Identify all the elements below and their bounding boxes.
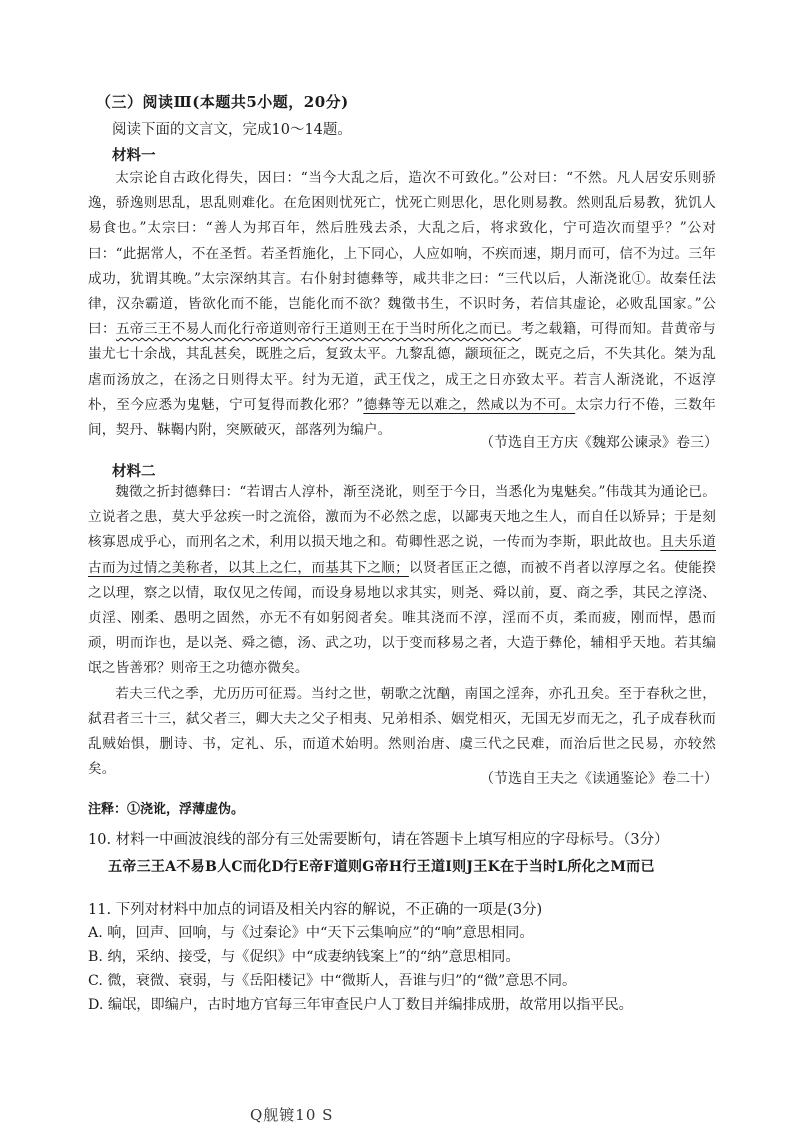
question-10-stem: 10. 材料一中画波浪线的部分有三处需要断句，请在答题卡上填写相应的字母标号。（3分） [88, 832, 669, 848]
section-title: （三）阅读Ⅲ(本题共5小题，20分) [96, 93, 349, 111]
material2-source: （节选自王夫之《读通鉴论》卷二十） [480, 771, 718, 787]
material1-underlined-sentence: 德彝等无以难之，然咸以为不可。 [363, 396, 576, 413]
question-11-option-a: A. 响，回声、回响，与《过秦论》中“天下云集响应”的“响”意思相同。 [88, 925, 534, 941]
material2-p1-seg1: 魏徵之折封德彝曰：“若谓古人淳朴，渐至浇讹，则至于今日，当悉化为鬼魅矣。”伟哉其为通论已。立说者之患，莫大乎忿疾一时之流俗，激而为不必然之虑，以鄙夷天地之生人，而自任以矫异；于是刻核寡恩成乎心，而刑名之术，利用以损天地之和。荀卿性恶之说，一传而为李斯，职此故也。 [88, 484, 716, 551]
footnote: 注释：①浇讹，浮薄虚伪。 [88, 802, 245, 817]
material2-title: 材料二 [112, 463, 156, 480]
question-10-sentence: 五帝三王A不易B人C而化D行E帝F道则G帝H行王道I则J王K在于当时L所化之M而已 [108, 859, 655, 875]
material1-seg1: 太宗论自古政化得失，因曰：“当今大乱之后，造次不可致化。”公对曰：“不然。凡人居安乐则骄逸，骄逸则思乱，思乱则难化。在危困则忧死亡，忧死亡则思化，思化则易教。然则乱后易教，犹饥人易食也。”太宗曰：“善人为邦百年，然后胜残去杀，大乱之后，将求致化，宁可造次而望乎？”公对曰：“此据常人，不在圣哲。若圣哲施化，上下同心，人应如响，不疾而速，期月而可，信不为过。三年成功，犹谓其晚。”太宗深纳其言。右仆射封德彝等，咸共非之曰：“三代以后，人渐浇讹①。故秦任法律，汉杂霸道，皆欲化而不能，岂能化而不欲？魏徵书生，不识时务，若信其虚论，必败乱国家。”公曰： [88, 170, 716, 338]
page-footer: Q舰镀10 S [250, 1106, 334, 1124]
material1-seg3: 太宗力行不倦，三数年间，契丹、靺鞨内附，突厥破灭，部落列为编户。 [88, 396, 717, 439]
material1-title: 材料一 [112, 147, 156, 164]
material2-paragraph-2: 若夫三代之季，尤历历可征焉。当纣之世，朝歌之沈酗，南国之淫奔，亦孔丑矣。至于春秋之世，弑君者三十三，弑父者三，卿大夫之父子相夷、兄弟相杀、姻党相灭，无国无岁而无之，孔子成春秋而乱贼始惧，删诗、书，定礼、乐，而道术始明。然则治唐、虞三代之民难，而治后世之民易，亦较然矣。 [88, 685, 716, 778]
material2-paragraph-1 [88, 480, 716, 682]
material1-text [88, 166, 716, 443]
question-11-option-c: C. 微，衰微、衰弱，与《岳阳楼记》中“微斯人，吾谁与归”的“微”意思不同。 [88, 973, 577, 989]
material1-wavy-sentence: 五帝三王不易人而化行帝道则帝行王道则王在于当时所化之而已。 [115, 321, 521, 338]
material2-text [88, 480, 716, 782]
question-11-stem: 11. 下列对材料中加点的词语及相关内容的解说，不正确的一项是(3分) [88, 902, 543, 918]
material2-p1-seg2: 以贤者匡正之德，而被不肖者以淳厚之名。使能揆之以理，察之以情，取仅见之传闻，而设身易地以求其实，则尧、舜以前，夏、商之季，其民之淳浇、贞淫、刚柔、愚明之固然，亦无不有如躬阅者矣。唯其浇而不淳，淫而不贞，柔而疲，刚而悍，愚而顽，明而诈也，是以尧、舜之德，汤、武之功，以于变而移易之者，大造于彝伦，辅相乎天地。若其编氓之皆善邪？则帝王之功德亦微矣。 [88, 559, 716, 677]
question-11-option-d: D. 编氓，即编户，古时地方官每三年审查民户人丁数目并编排成册，故常用以指平民。 [88, 997, 633, 1013]
material1-seg2: 考之载籍，可得而知。昔黄帝与蚩尤七十余战，其乱甚矣，既胜之后，复致太平。九黎乱德，颛顼征之，既克之后，不失其化。桀为乱虐而汤放之，在汤之日则得太平。纣为无道，武王伐之，成王之日亦致太平。若言人渐浇讹，不返淳朴，至今应悉为鬼魅，宁可复得而教化邪？” [88, 321, 716, 413]
instruction: 阅读下面的文言文，完成10～14题。 [112, 122, 352, 138]
question-11-option-b: B. 纳，采纳、接受，与《促织》中“成妻纳钱案上”的“纳”意思相同。 [88, 949, 520, 965]
material2-underlined-sentence: 且夫乐道古而为过情之美称者，以其上之仁，而基其下之顺； [88, 534, 716, 576]
material1-source: （节选自王方庆《魏郑公谏录》卷三） [480, 435, 718, 451]
